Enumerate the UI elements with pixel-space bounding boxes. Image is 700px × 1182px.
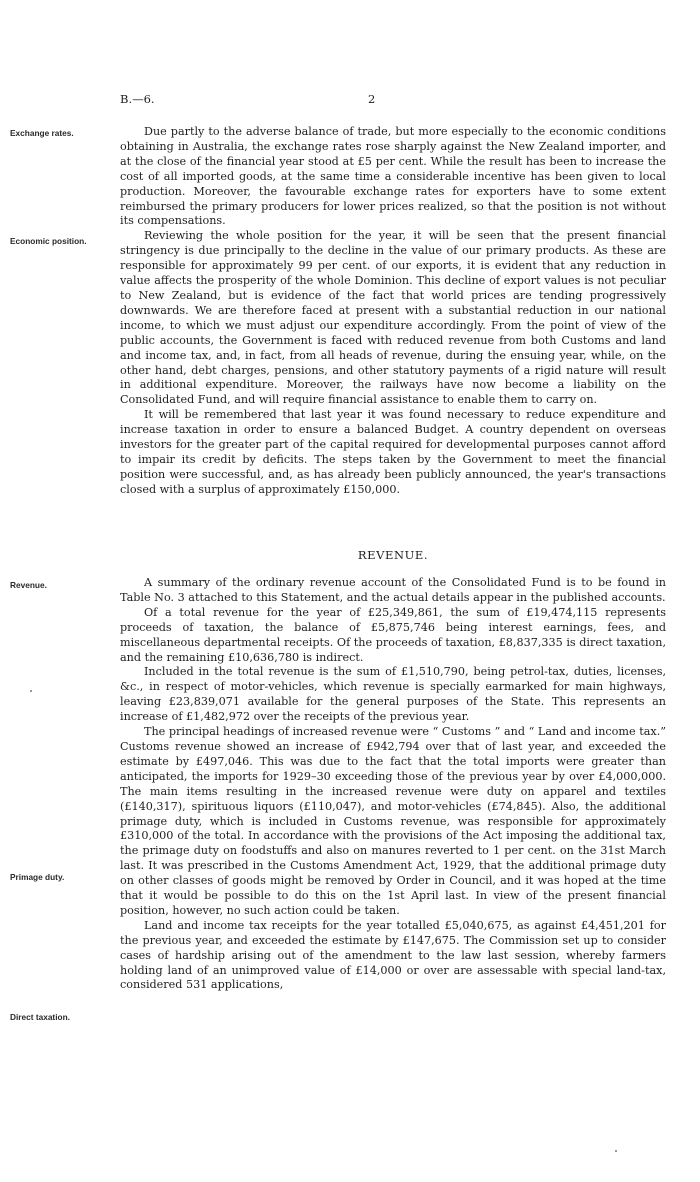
section-heading-revenue: REVENUE. — [357, 548, 429, 562]
page-header — [120, 92, 560, 108]
paragraph-balanced-budget: It will be remembered that last year it was found necessary to reduce expenditure and increase taxation in order to ensure a balanced Budget. A country dependent on overseas investors for the greater part of the capital required for developmental purposes cannot afford to impair its credit by deficits. The steps taken by the Government to meet the financial position were successful, and, as has already been publicly announced, the year's transactions closed with a surplus of approximately £150,000. — [120, 408, 666, 496]
body-section-exchange — [120, 125, 666, 498]
scan-speck — [30, 690, 32, 692]
paragraph-land-income-tax: Land and income tax receipts for the year totalled £5,040,675, as against £4,451,201 for the previous year, and exceeded the estimate by £147,675. The Commission set up to consider cases of hardship arising out of the amendment to the law last session, whereby farmers holding land of an unimproved value of £14,000 or over are assessable with special land-tax, considered 531 applications, — [120, 918, 666, 992]
paragraph-economic-position: Reviewing the whole position for the year, it will be seen that the present financial stringency is due principally to the decline in the value of our primary products. As these are responsible for approximately 99 per cent. of our exports, it is evident that any reduction in value affects the prosperity of the whole Dominion. This decline of export values is not peculiar to New Zealand, but is evidence of the fact that world prices are tending progressively downwards. We are therefore faced at present with a substantial reduction in our national income, to which we must adjust our expenditure accordingly. From the point of view of the public accounts, the Government is faced with reduced revenue from both Customs and land and income tax, and, in fact, from all heads of revenue, during the ensuing year, while, on the other hand, debt charges, pensions, and other statutory payments of a rigid nature will result in additional expenditure. Moreover, the railways have now become a liability on the Consolidated Fund, and will require financial assistance to enable them to carry on. — [120, 229, 666, 407]
margin-note-exchange-rates: Exchange rates. — [10, 128, 74, 138]
paragraph-exchange-rates: Due partly to the adverse balance of trade, but more especially to the economic conditions obtaining in Australia, the exchange rates rose sharply against the New Zealand importer, and at the close of the financial year stood at £5 per cent. While the result has been to increase the cost of all imported goods, at the same time a considerable incentive has been given to local production. Moreover, the favourable exchange rates for exporters have to some extent reimbursed the primary producers for lower prices realized, so that the position is not without its compensations. — [120, 125, 666, 228]
paragraph-highways-revenue: Included in the total revenue is the sum of £1,510,790, being petrol-tax, duties, licenses, &c., in respect of motor-vehicles, which revenue is specially earmarked for main highways, leaving £23,839,071 available for the general purposes of the State. This represents an increase of £1,482,972 over the receipts of the previous year. — [120, 665, 666, 724]
margin-note-direct-taxation: Direct taxation. — [10, 1012, 70, 1022]
margin-note-revenue: Revenue. — [10, 580, 47, 590]
margin-note-economic-position: Economic position. — [10, 236, 87, 246]
paragraph-customs-revenue: The principal headings of increased revenue were “ Customs ” and “ Land and income tax.” Customs revenue showed an increase of £942,794 over that of last year, and exceeded the estimate by £497,046. This was due to the fact that the total imports were greater than anticipated, the imports for 1929–30 exceeding those of the previous year by over £4,000,000. The main items resulting in the increased revenue were duty on apparel and textiles (£140,317), spirituous liquors (£110,047), and motor-vehicles (£74,845). Also, the additional primage duty, which is included in Customs revenue, was responsible for approximately £310,000 of the total. In accordance with the provisions of the Act imposing the additional tax, the primage duty on foodstuffs and also on manures reverted to 1 per cent. on the 31st March last. It was prescribed in the Customs Amendment Act, 1929, that the additional primage duty on other classes of goods might be removed by Order in Council, and it was hoped at the time that it would be possible to do this on the 1st April last. In view of the present financial position, however, no such action could be taken. — [120, 725, 666, 917]
body-section-revenue — [120, 576, 666, 993]
margin-note-primage-duty: Primage duty. — [10, 872, 65, 882]
paragraph-revenue-summary: A summary of the ordinary revenue account of the Consolidated Fund is to be found in Table No. 3 attached to this Statement, and the actual details appear in the published accounts. — [120, 576, 666, 604]
document-reference: B.—6. — [120, 92, 155, 106]
page-number: 2 — [368, 92, 376, 106]
paragraph-total-revenue: Of a total revenue for the year of £25,349,861, the sum of £19,474,115 represents proceeds of taxation, the balance of £5,875,746 being interest earnings, fees, and miscellaneous departmental receipts. Of the proceeds of taxation, £8,837,335 is direct taxation, and the remaining £10,636,780 is indirect. — [120, 605, 666, 664]
scan-speck — [615, 1150, 617, 1152]
